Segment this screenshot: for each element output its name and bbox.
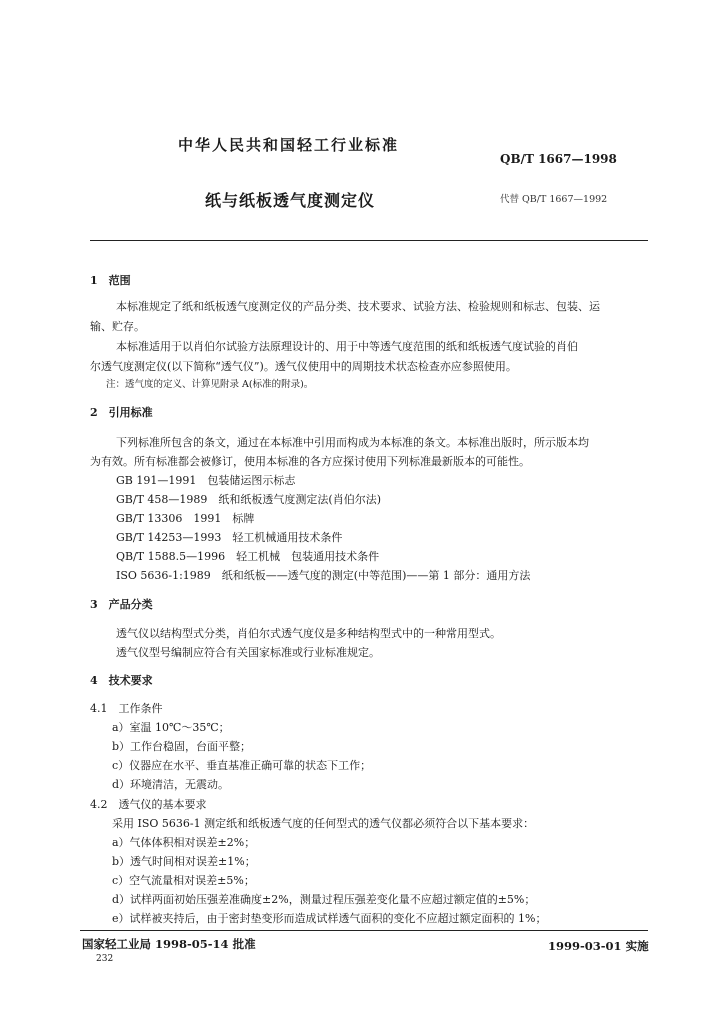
work-condition-item: a）室温 10℃～35℃； [112,721,230,734]
work-condition-item: c）仪器应在水平、垂直基准正确可靠的状态下工作； [112,759,372,772]
standard-code: QB/T 1667—1998 [500,152,617,166]
section-3-para-1: 透气仪以结构型式分类，肖伯尔式透气度仪是多种结构型式中的一种常用型式。 [116,627,501,640]
reference-item: QB/T 1588.5—1996 轻工机械 包装通用技术条件 [116,550,380,563]
subsection-4-1-heading: 4.1 工作条件 [90,702,163,715]
section-4-heading: 4 技术要求 [90,674,153,687]
basic-requirement-item: b）透气时间相对误差±1%； [112,855,256,868]
subsection-4-2-intro: 采用 ISO 5636-1 测定纸和纸板透气度的任何型式的透气仪都必须符合以下基本要求： [112,817,535,830]
section-1-note: 注：透气度的定义、计算见附录 A(标准的附录)。 [106,379,314,390]
section-1-para-2-line-1: 本标准适用于以肖伯尔试验方法原理设计的、用于中等透气度范围的纸和纸板透气度试验的肖伯 [116,340,578,353]
section-1-heading: 1 范围 [90,274,131,287]
section-3-para-2: 透气仪型号编制应符合有关国家标准或行业标准规定。 [116,646,380,659]
section-1-para-1-line-2: 输、贮存。 [90,320,145,333]
section-2-heading: 2 引用标准 [90,406,153,419]
section-3-heading: 3 产品分类 [90,598,153,611]
page-number: 232 [96,954,114,964]
section-2-para-line-1: 下列标准所包含的条文，通过在本标准中引用而构成为本标准的条文。本标准出版时，所示版本均 [116,436,589,449]
replaces-standard: 代替 QB/T 1667—1992 [500,194,608,205]
reference-item: ISO 5636-1:1989 纸和纸板——透气度的测定(中等范围)——第 1 部分：通用方法 [116,569,531,582]
reference-item: GB/T 14253—1993 轻工机械通用技术条件 [116,531,343,544]
header-divider [90,240,648,241]
standard-category-title: 中华人民共和国轻工行业标准 [178,136,400,154]
reference-item: GB 191—1991 包装储运图示标志 [116,474,296,487]
footer-divider [80,930,648,931]
basic-requirement-item: c）空气流量相对误差±5%； [112,874,255,887]
subsection-4-2-heading: 4.2 透气仪的基本要求 [90,798,207,811]
basic-requirement-item: e）试样被夹持后，由于密封垫变形而造成试样透气面积的变化不应超过额定面积的 1%； [112,912,547,925]
implementation-date: 1999-03-01 实施 [548,939,649,953]
section-2-para-line-2: 为有效。所有标准都会被修订，使用本标准的各方应探讨使用下列标准最新版本的可能性。 [90,455,530,468]
work-condition-item: d）环境清洁，无震动。 [112,778,230,791]
basic-requirement-item: a）气体体积相对误差±2%； [112,836,256,849]
approval-date: 国家轻工业局 1998-05-14 批准 [82,937,256,951]
basic-requirement-item: d）试样两面初始压强差准确度±2%，测量过程压强差变化量不应超过额定值的±5%； [112,893,536,906]
section-1-para-1-line-1: 本标准规定了纸和纸板透气度测定仪的产品分类、技术要求、试验方法、检验规则和标志、包装、运 [116,300,600,313]
document-title: 纸与纸板透气度测定仪 [205,191,376,210]
reference-item: GB/T 13306 1991 标牌 [116,512,255,525]
section-1-para-2-line-2: 尔透气度测定仪(以下简称“透气仪”)。透气仪使用中的周期技术状态检查亦应参照使用。 [90,360,517,373]
reference-item: GB/T 458—1989 纸和纸板透气度测定法(肖伯尔法) [116,493,381,506]
work-condition-item: b）工作台稳固，台面平整； [112,740,252,753]
